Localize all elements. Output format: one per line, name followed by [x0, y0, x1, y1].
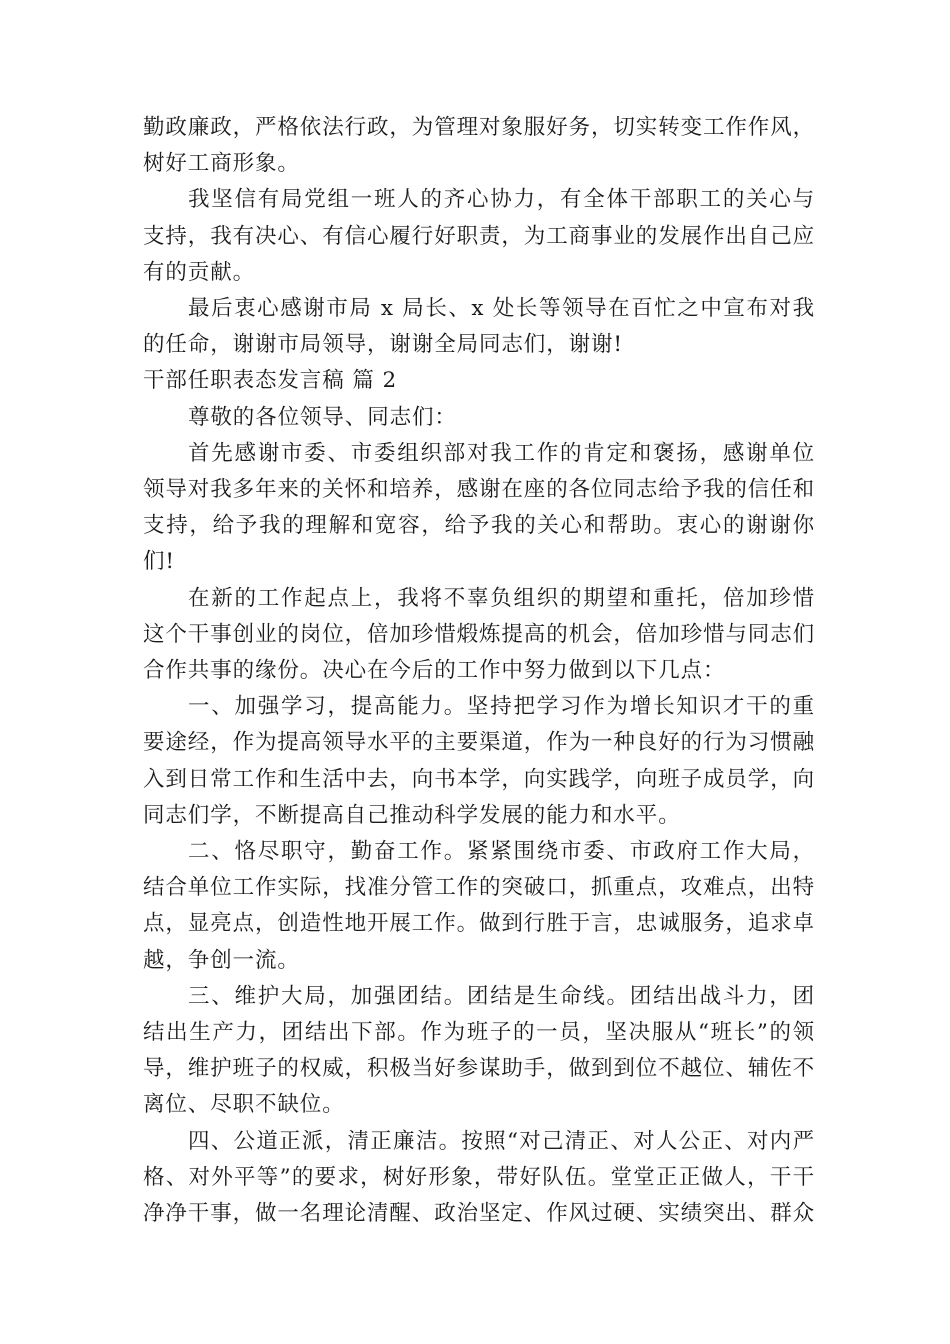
- paragraph-point-1: 一、加强学习，提高能力。坚持把学习作为增长知识才干的重要途经，作为提高领导水平的主要渠道，作为一种良好的行为习惯融入到日常工作和生活中去，向书本学，向实践学，向班子成员学，向同志们学，不断提高自己推动科学发展的能力和水平。: [143, 694, 816, 828]
- salutation: 尊敬的各位领导、同志们：: [188, 404, 457, 430]
- paragraph: 首先感谢市委、市委组织部对我工作的肯定和褒扬，感谢单位领导对我多年来的关怀和培养，感谢在座的各位同志给予我的信任和支持，给予我的理解和宽容，给予我的关心和帮助。衷心的谢谢你们!: [143, 440, 816, 575]
- paragraph: 我坚信有局党组一班人的齐心协力，有全体干部职工的关心与支持，我有决心、有信心履行好职责，为工商事业的发展作出自己应有的贡献。: [143, 187, 816, 285]
- paragraph-point-2: 二、恪尽职守，勤奋工作。紧紧围绕市委、市政府工作大局，结合单位工作实际，找准分管工作的突破口，抓重点，攻难点，出特点，显亮点，创造性地开展工作。做到行胜于言，忠诚服务，追求卓越，争创一流。: [143, 839, 816, 973]
- paragraph-point-3: 三、维护大局，加强团结。团结是生命线。团结出战斗力，团结出生产力，团结出下部。作为班子的一员，坚决服从“班长”的领导，维护班子的权威，积极当好参谋助手，做到到位不越位、辅佐不离位、尽职不缺位。: [143, 983, 816, 1118]
- paragraph: 最后衷心感谢市局 x 局长、x 处长等领导在百忙之中宣布对我的任命，谢谢市局领导，谢谢全局同志们，谢谢!: [143, 296, 815, 358]
- paragraph-continuation: 勤政廉政，严格依法行政，为管理对象服好务，切实转变工作作风，树好工商形象。: [143, 115, 816, 177]
- paragraph-point-4: 四、公道正派，清正廉洁。按照“对己清正、对人公正、对内严格、对外平等”的要求，树好形象，带好队伍。堂堂正正做人，干干净净干事，做一名理论清醒、政治坚定、作风过硬、实绩突出、群众: [143, 1128, 816, 1227]
- paragraph: 在新的工作起点上，我将不辜负组织的期望和重托，倍加珍惜这个干事创业的岗位，倍加珍惜煅炼提高的机会，倍加珍惜与同志们合作共事的缘份。决心在今后的工作中努力做到以下几点：: [143, 585, 816, 684]
- section-heading: 干部任职表态发言稿 篇 2: [143, 368, 398, 394]
- document-body: [143, 110, 815, 1232]
